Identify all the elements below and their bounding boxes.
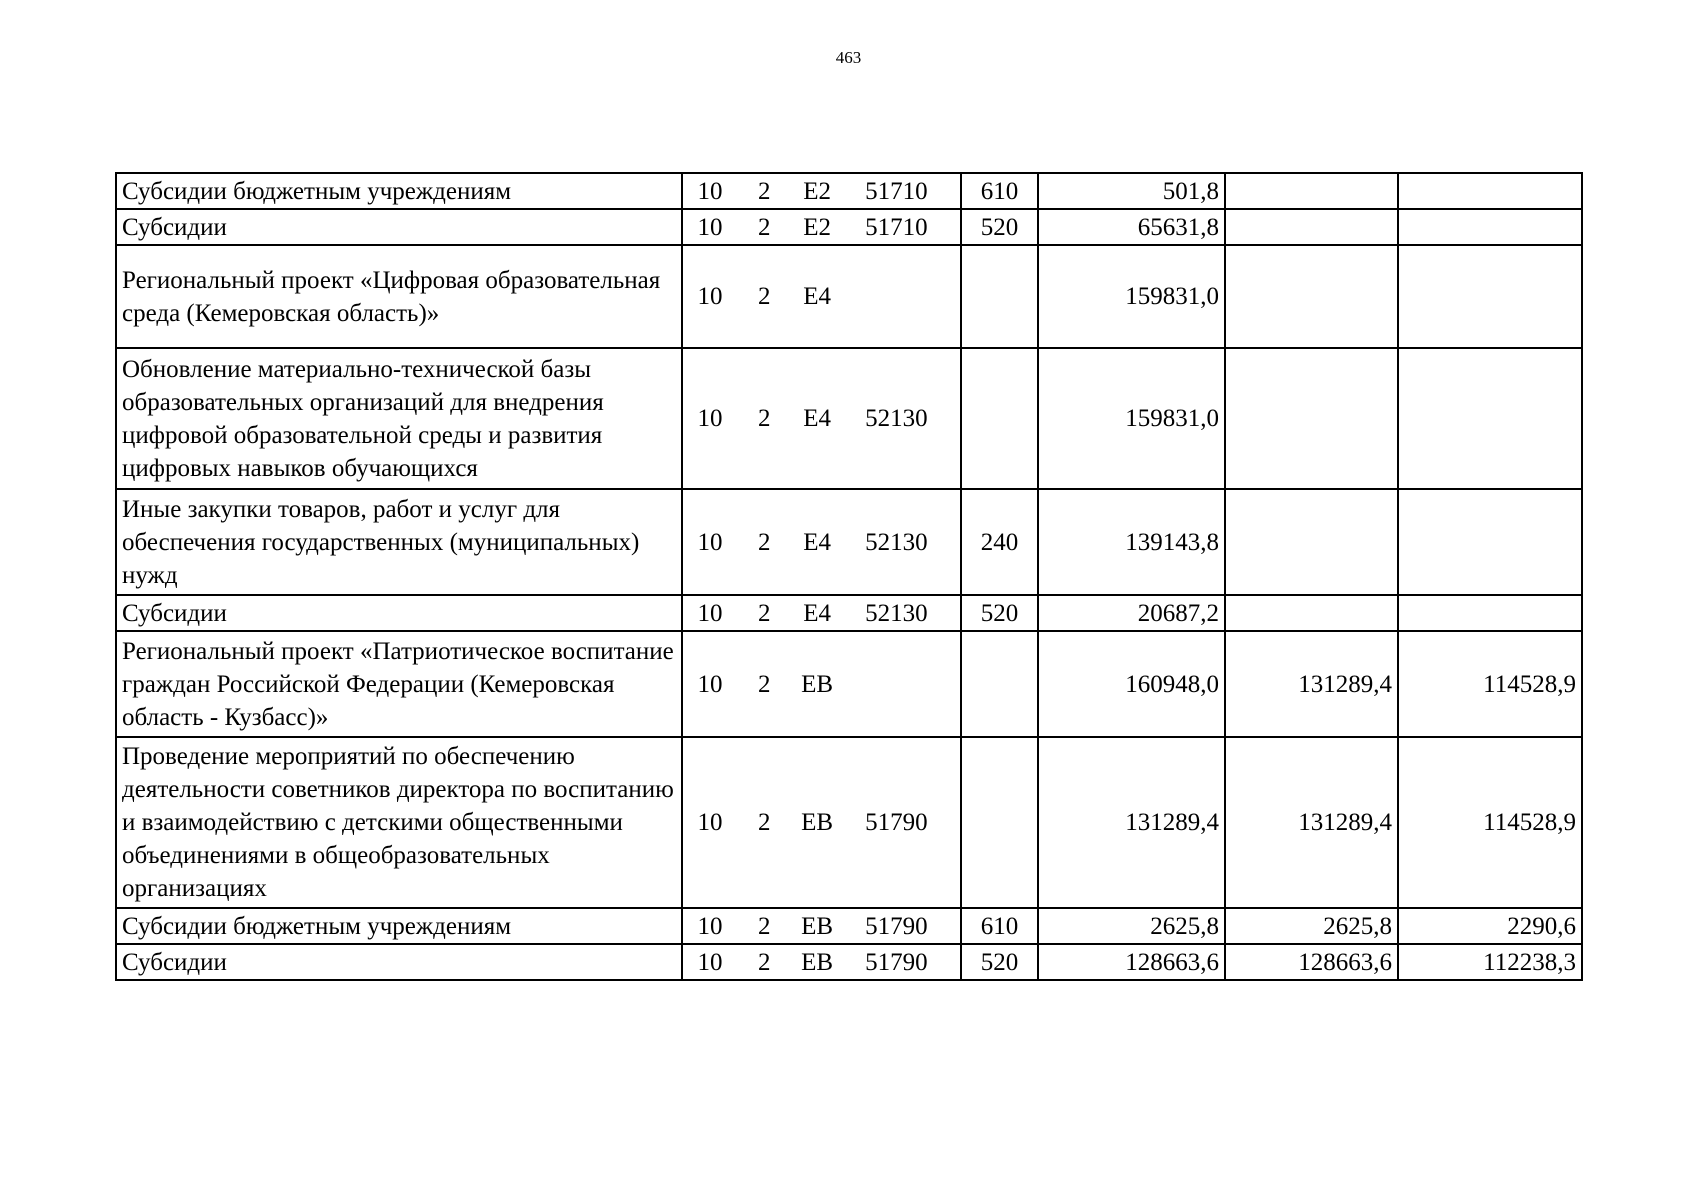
expense-type-code [961,631,1038,737]
amount-year-3 [1398,489,1582,595]
amount-year-3: 2290,6 [1398,908,1582,944]
section-code: 10 [697,948,723,976]
expense-type-code: 520 [961,595,1038,631]
project-code: E4 [803,405,831,432]
table-row [116,737,1582,908]
section-code: 10 [697,177,723,205]
code-cell [682,908,961,944]
code-cell [682,631,961,737]
amount-year-2 [1225,173,1398,209]
row-description: Иные закупки товаров, работ и услуг для обеспечения государственных (муниципальных) нужд [116,489,682,595]
row-description: Субсидии [116,595,682,631]
row-description: Обновление материально-технической базы образовательных организаций для внедрения цифровой образовательной среды и развития цифровых навыков обучающихся [116,348,682,489]
subsection-code: 2 [758,213,771,241]
expense-type-code: 610 [961,173,1038,209]
code-cell [682,944,961,980]
amount-year-3: 112238,3 [1398,944,1582,980]
table-row [116,173,1582,209]
amount-year-1: 20687,2 [1038,595,1225,631]
project-code: EB [801,948,834,976]
subsection-code: 2 [758,528,771,556]
amount-year-2 [1225,348,1398,489]
expense-type-code [961,348,1038,489]
table-body [116,173,1582,980]
amount-year-3 [1398,245,1582,348]
page-number: 463 [835,48,862,67]
table-row [116,908,1582,944]
amount-year-1: 159831,0 [1038,245,1225,348]
table-row [116,489,1582,595]
amount-year-1: 139143,8 [1038,489,1225,595]
table-row [116,631,1582,737]
code-cell [682,245,961,348]
amount-year-1: 160948,0 [1038,631,1225,737]
direction-code: 52130 [865,405,928,432]
direction-code: 51790 [865,809,928,836]
section-code: 10 [697,599,723,627]
expense-type-code: 520 [961,944,1038,980]
amount-year-1: 2625,8 [1038,908,1225,944]
amount-year-3 [1398,348,1582,489]
row-description: Региональный проект «Цифровая образовательная среда (Кемеровская область)» [116,245,682,348]
amount-year-2: 2625,8 [1225,908,1398,944]
code-cell [682,209,961,245]
amount-year-1: 131289,4 [1038,737,1225,908]
direction-code: 52130 [865,528,928,556]
expense-type-code [961,245,1038,348]
expense-type-code: 610 [961,908,1038,944]
section-code: 10 [697,670,723,698]
amount-year-1: 65631,8 [1038,209,1225,245]
subsection-code: 2 [758,809,771,836]
project-code: E4 [803,283,831,310]
expense-type-code [961,737,1038,908]
section-code: 10 [697,912,723,940]
project-code: E4 [803,528,831,556]
section-code: 10 [697,283,723,310]
code-cell [682,737,961,908]
amount-year-2: 131289,4 [1225,737,1398,908]
direction-code: 51790 [865,948,928,976]
direction-code: 52130 [865,599,928,627]
subsection-code: 2 [758,177,771,205]
subsection-code: 2 [758,912,771,940]
row-description: Проведение мероприятий по обеспечению деятельности советников директора по воспитанию и взаимодействию с детскими общественными объединениями в общеобразовательных организациях [116,737,682,908]
direction-code: 51710 [865,177,928,205]
budget-table [115,172,1583,981]
project-code: E2 [803,213,831,241]
section-code: 10 [697,213,723,241]
table-row [116,348,1582,489]
amount-year-3 [1398,595,1582,631]
project-code: E4 [803,599,831,627]
row-description: Субсидии бюджетным учреждениям [116,173,682,209]
expense-type-code: 240 [961,489,1038,595]
code-cell [682,348,961,489]
amount-year-2: 131289,4 [1225,631,1398,737]
subsection-code: 2 [758,283,771,310]
row-description: Региональный проект «Патриотическое воспитание граждан Российской Федерации (Кемеровская область - Кузбасс)» [116,631,682,737]
table-row [116,245,1582,348]
amount-year-3: 114528,9 [1398,631,1582,737]
code-cell [682,595,961,631]
amount-year-2: 128663,6 [1225,944,1398,980]
table-row [116,944,1582,980]
amount-year-3 [1398,173,1582,209]
amount-year-2 [1225,595,1398,631]
project-code: EB [801,912,834,940]
expense-type-code: 520 [961,209,1038,245]
table-row [116,595,1582,631]
amount-year-2 [1225,489,1398,595]
subsection-code: 2 [758,670,771,698]
amount-year-3: 114528,9 [1398,737,1582,908]
direction-code: 51790 [865,912,928,940]
subsection-code: 2 [758,405,771,432]
row-description: Субсидии [116,944,682,980]
project-code: EB [801,670,834,698]
amount-year-2 [1225,209,1398,245]
subsection-code: 2 [758,599,771,627]
code-cell [682,489,961,595]
amount-year-3 [1398,209,1582,245]
amount-year-1: 501,8 [1038,173,1225,209]
row-description: Субсидии [116,209,682,245]
section-code: 10 [697,528,723,556]
section-code: 10 [697,809,723,836]
project-code: EB [801,809,834,836]
table-row [116,209,1582,245]
section-code: 10 [697,405,723,432]
direction-code: 51710 [865,213,928,241]
amount-year-2 [1225,245,1398,348]
code-cell [682,173,961,209]
row-description: Субсидии бюджетным учреждениям [116,908,682,944]
amount-year-1: 159831,0 [1038,348,1225,489]
project-code: E2 [803,177,831,205]
amount-year-1: 128663,6 [1038,944,1225,980]
subsection-code: 2 [758,948,771,976]
